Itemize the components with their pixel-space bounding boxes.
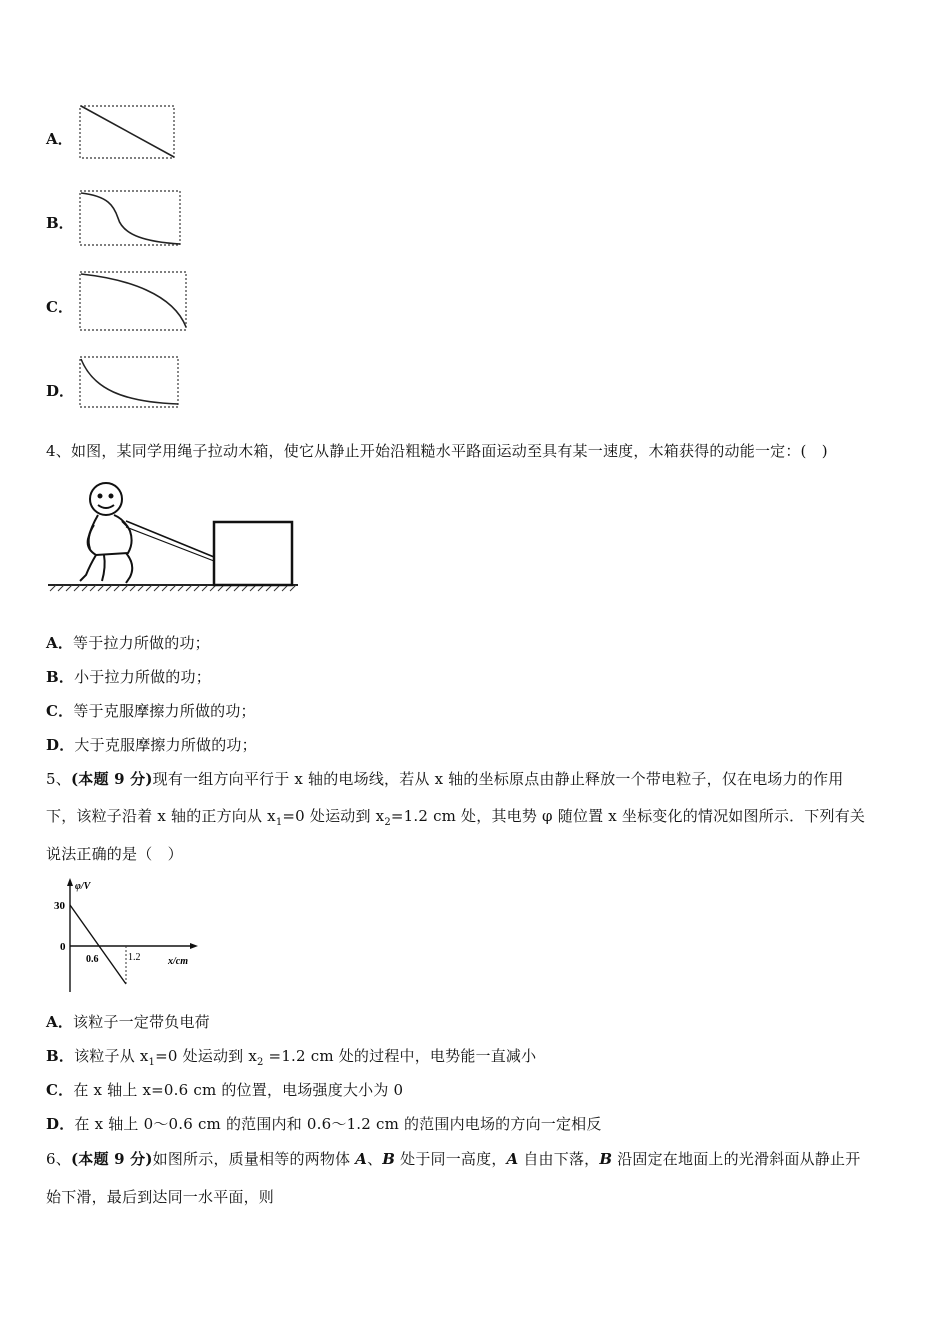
q5-option-b: B．该粒子从 $x_1=0$ 处运动到 $x_2 =1.2$ cm 处的过程中，电势能一直减小 (46, 1047, 537, 1068)
option-text: 大于克服摩擦力所做的功； (74, 736, 257, 754)
potential-line (70, 905, 126, 984)
person-figure (80, 483, 132, 583)
option-text: 小于拉力所做的功； (74, 668, 211, 686)
option-c-label: C． (46, 298, 73, 316)
option-b-label: B． (46, 214, 74, 232)
y-axis-arrow (67, 878, 73, 886)
q5-option-a (46, 1011, 210, 1032)
option-label: D． (46, 736, 75, 754)
option-text: 在 x 轴上 0～0.6 cm 的范围内和 0.6～1.2 cm 的范围内电场的方向一定相反 (74, 1115, 602, 1133)
option-c-graph (78, 269, 190, 333)
graph-curve (81, 274, 186, 327)
y-tick-30: 30 (54, 900, 65, 912)
option-text: 等于克服摩擦力所做的功； (73, 702, 256, 720)
option-label: C． (46, 1081, 74, 1099)
graph-curve (81, 106, 174, 157)
option-label: D． (46, 1115, 75, 1133)
wooden-box (214, 522, 292, 585)
q5-potential-graph (50, 874, 200, 996)
q4-option-d (46, 734, 257, 755)
graph-curve (81, 193, 180, 244)
q5-option-c (46, 1079, 403, 1100)
option-label: A． (46, 1013, 74, 1031)
q5-line-3: 说法正确的是（ ） (46, 845, 183, 863)
graph-frame (80, 191, 180, 245)
option-label: B． (46, 668, 75, 686)
option-text: 在 x 轴上 x=0.6 cm 的位置，电场强度大小为 0 (73, 1081, 404, 1099)
y-axis-label: φ/V (75, 881, 91, 892)
q4-option-b (46, 666, 211, 687)
question-number: 5、 (46, 770, 71, 788)
option-label: A． (46, 634, 74, 652)
option-text: 等于拉力所做的功； (73, 634, 210, 652)
question-text: 现有一组方向平行于 x 轴的电场线，若从 x 轴的坐标原点由静止释放一个带电粒子，仅在电场力的作用 (152, 770, 844, 788)
question-number: 6、 (46, 1150, 71, 1168)
x-tick-1-2: 1.2 (128, 952, 141, 963)
x-tick-0-6: 0.6 (86, 954, 99, 965)
question-score: (本题 9 分) (70, 1150, 153, 1168)
option-b-graph (78, 188, 184, 248)
option-d-graph (78, 354, 182, 410)
option-a-label: A． (46, 130, 73, 148)
q6-line-2: 始下滑，最后到达同一水平面，则 (46, 1188, 275, 1206)
q5-line-2: 下，该粒子沿着 x 轴的正方向从 $x_1=0$ 处运动到 $x_2=1.2$ cm 处，其电势 φ 随位置 x 坐标变化的情况如图所示．下列有关 (46, 807, 866, 828)
q5-line-1 (46, 768, 843, 789)
question-score: (本题 9 分) (70, 770, 153, 788)
rope-2 (126, 527, 214, 561)
q4-option-c (46, 700, 256, 721)
rope (126, 521, 214, 557)
q4-figure (46, 477, 302, 597)
q4-stem: 4、如图，某同学用绳子拉动木箱，使它从静止开始沿粗糙水平路面运动至具有某一速度，木箱获得的动能一定：( ) (46, 442, 828, 460)
x-axis-arrow (190, 943, 198, 949)
origin-label: 0 (60, 941, 66, 953)
option-d-label: D． (46, 382, 75, 400)
q4-option-a (46, 632, 210, 653)
q5-option-d (46, 1113, 602, 1134)
x-axis-label: x/cm (168, 956, 188, 967)
q6-line-1: 6、(本题 9 分)如图所示，质量相等的两物体 A、B 处于同一高度，A 自由下落，B 沿固定在地面上的光滑斜面从静止开 (46, 1150, 861, 1168)
option-label: C． (46, 702, 74, 720)
graph-frame (80, 357, 178, 407)
graph-frame (80, 272, 186, 330)
graph-curve (81, 359, 178, 404)
option-a-graph (78, 103, 178, 161)
option-text: 该粒子一定带负电荷 (73, 1013, 210, 1031)
option-label: B． (46, 1047, 75, 1065)
